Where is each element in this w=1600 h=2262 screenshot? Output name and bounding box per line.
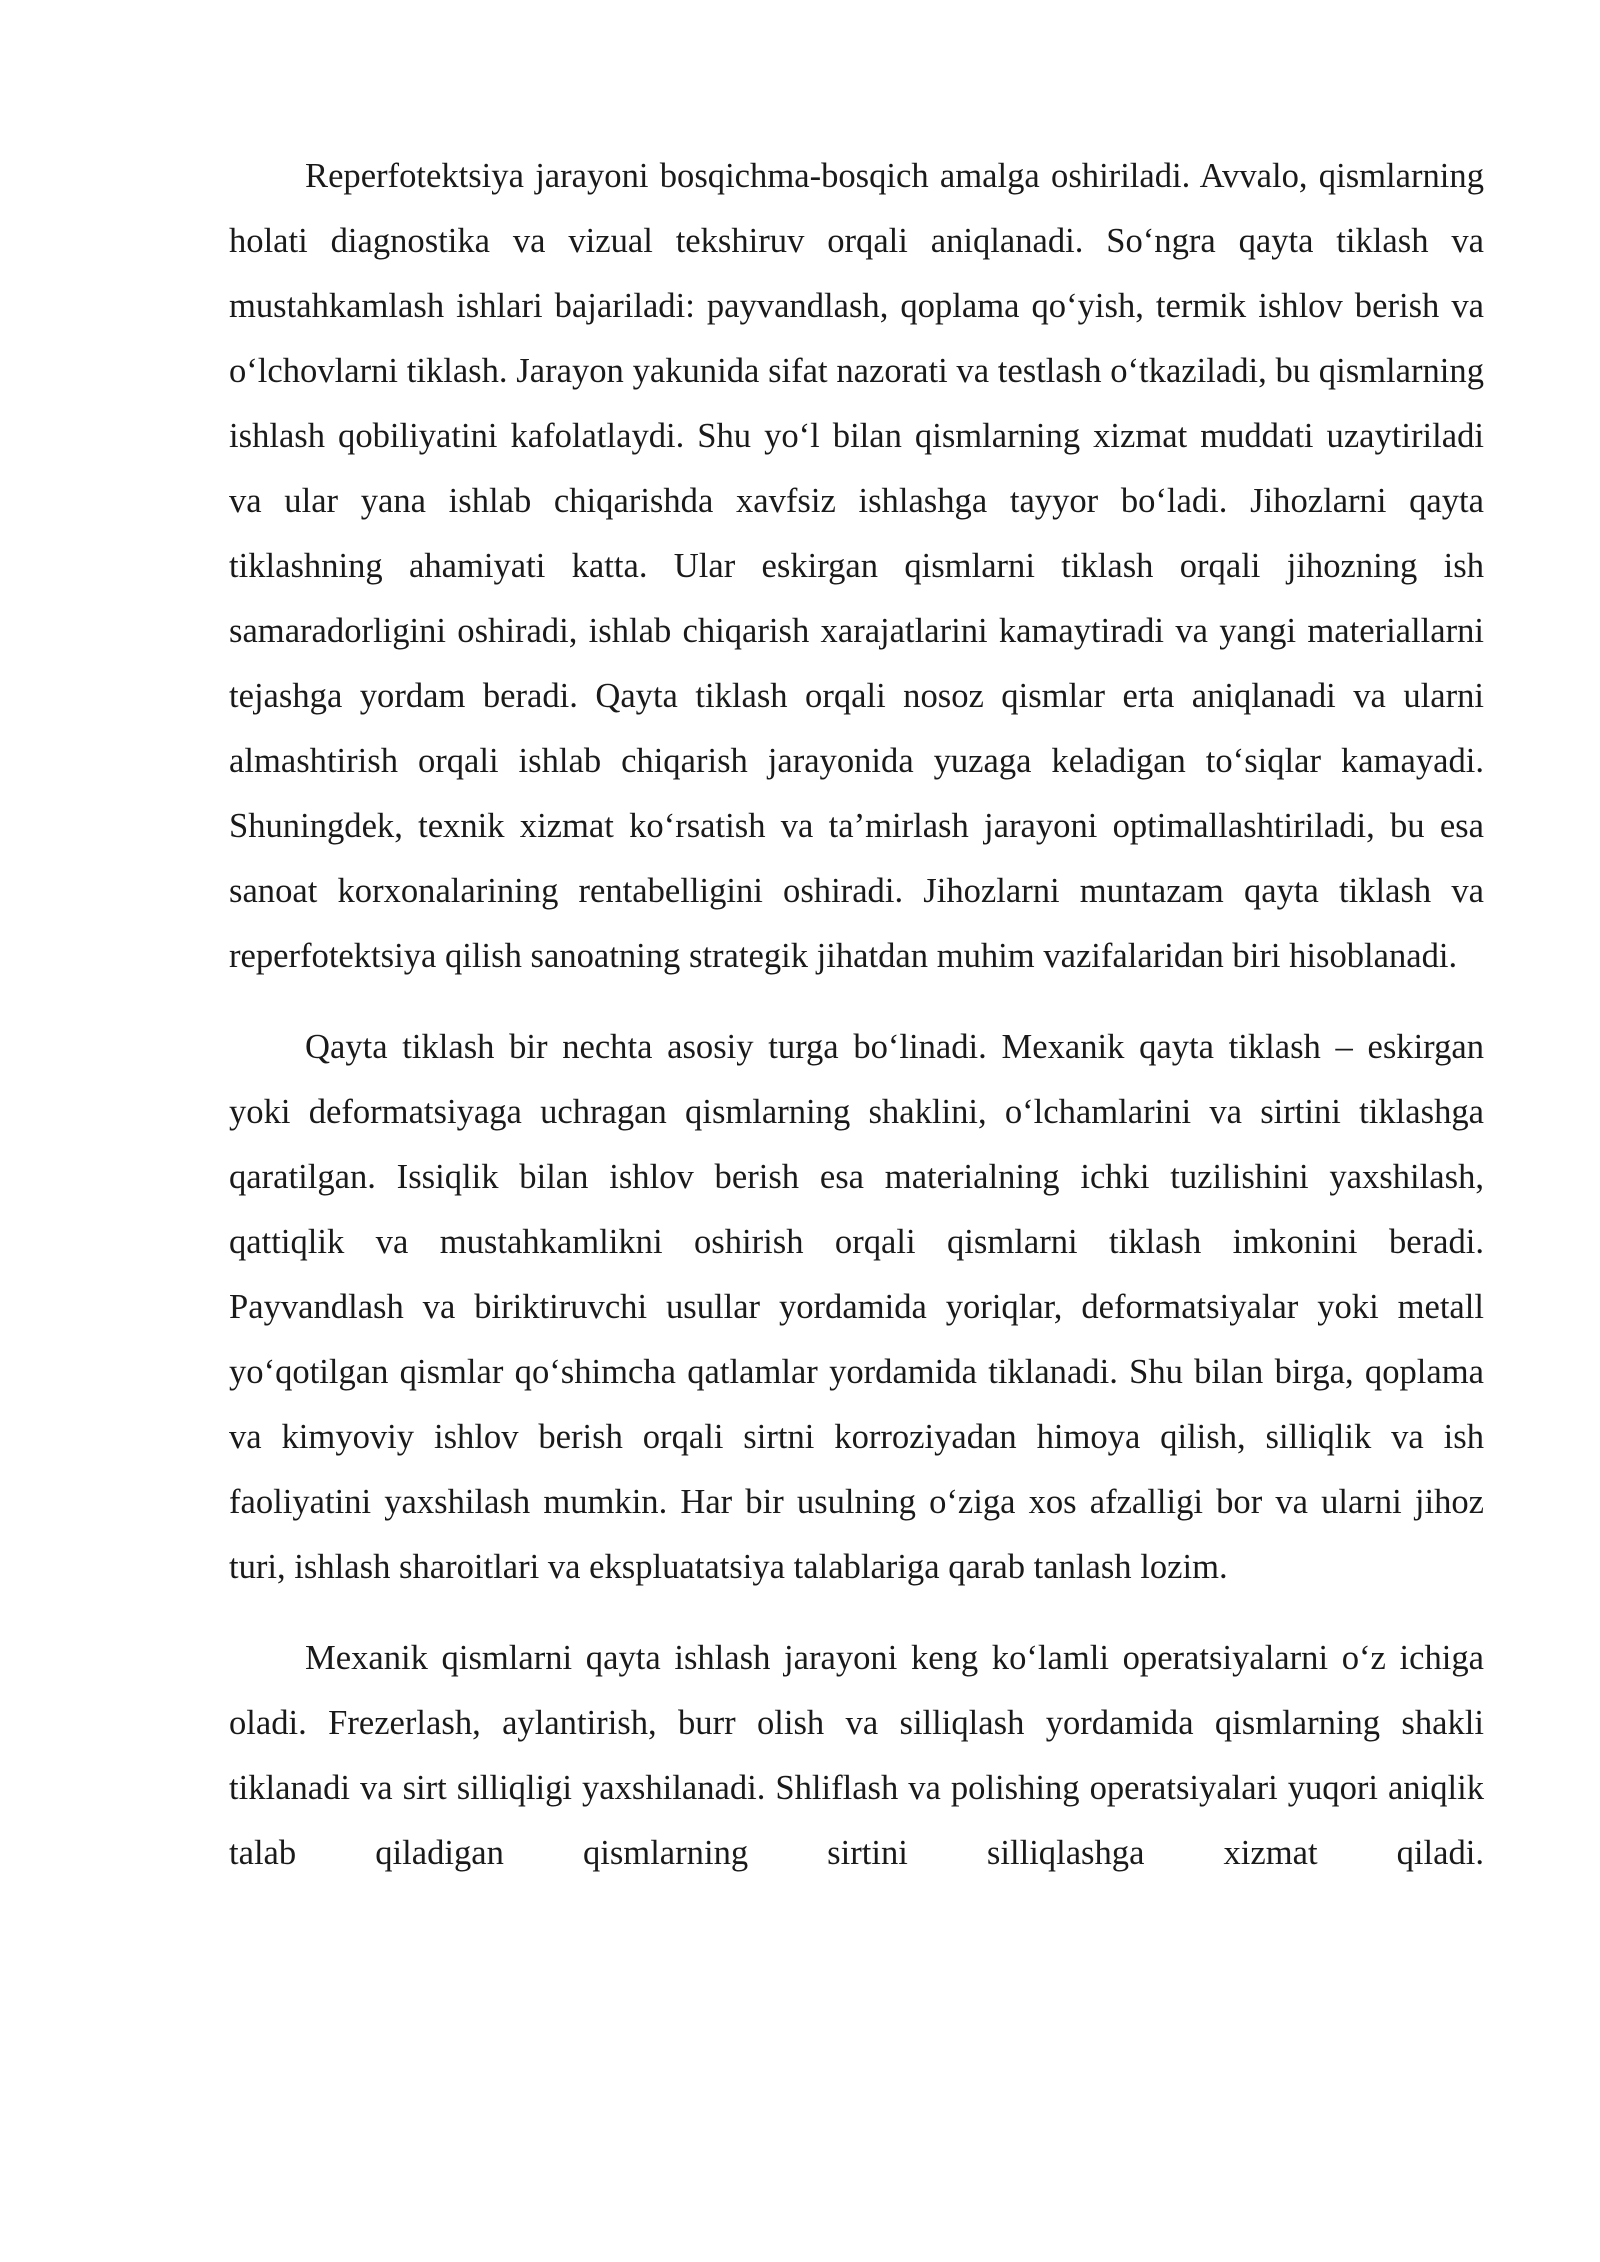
paragraph-restoration-types: Qayta tiklash bir nechta asosiy turga bo‘linadi. Mexanik qayta tiklash – eskirgan yoki deformatsiyaga uchragan qismlarning shaklini, o‘lchamlarini va sirtini tiklashga qaratilgan. Issiqlik bilan ishlov berish esa materialning ichki tuzilishini yaxshilash, qattiqlik va mustahkamlikni oshirish orqali qismlarni tiklash imkonini beradi. Payvandlash va biriktiruvchi usullar yordamida yoriqlar, deformatsiyalar yoki metall yo‘qotilgan qismlar qo‘shimcha qatlamlar yordamida tiklanadi. Shu bilan birga, qoplama va kimyoviy ishlov berish orqali sirtni korroziyadan himoya qilish, silliqlik va ish faoliyatini yaxshilash mumkin. Har bir usulning o‘ziga xos afzalligi bor va ularni jihoz turi, ishlash sharoitlari va ekspluatatsiya talablariga qarab tanlash lozim. xyxy=(229,1028,1484,1586)
paragraph-reperfotektsiya-process: Reperfotektsiya jarayoni bosqichma-bosqich amalga oshiriladi. Avvalo, qismlarning holati diagnostika va vizual tekshiruv orqali aniqlanadi. So‘ngra qayta tiklash va mustahkamlash ishlari bajariladi: payvandlash, qoplama qo‘yish, termik ishlov berish va o‘lchovlarni tiklash. Jarayon yakunida sifat nazorati va testlash o‘tkaziladi, bu qismlarning ishlash qobiliyatini kafolatlaydi. Shu yo‘l bilan qismlarning xizmat muddati uzaytiriladi va ular yana ishlab chiqarishda xavfsiz ishlashga tayyor bo‘ladi. Jihozlarni qayta tiklashning ahamiyati katta. Ular eskirgan qismlarni tiklash orqali jihozning ish samaradorligini oshiradi, ishlab chiqarish xarajatlarini kamaytiradi va yangi materiallarni tejashga yordam beradi. Qayta tiklash orqali nosoz qismlar erta aniqlanadi va ularni almashtirish orqali ishlab chiqarish jarayonida yuzaga keladigan to‘siqlar kamayadi. Shuningdek, texnik xizmat ko‘rsatish va ta’mirlash jarayoni optimallashtiriladi, bu esa sanoat korxonalarining rentabelligini oshiradi. Jihozlarni muntazam qayta tiklash va reperfotektsiya qilish sanoatning strategik jihatdan muhim vazifalaridan biri hisoblanadi. xyxy=(229,157,1484,975)
body-text xyxy=(229,144,1484,1886)
paragraph-mechanical-processing: Mexanik qismlarni qayta ishlash jarayoni keng ko‘lamli operatsiyalarni o‘z ichiga oladi. Frezerlash, aylantirish, burr olish va silliqlash yordamida qismlarning shakli tiklanadi va sirt silliqligi yaxshilanadi. Shliflash va polishing operatsiyalari yuqori aniqlik talab qiladigan qismlarning sirtini silliqlashga xizmat qiladi. xyxy=(229,1639,1484,1872)
